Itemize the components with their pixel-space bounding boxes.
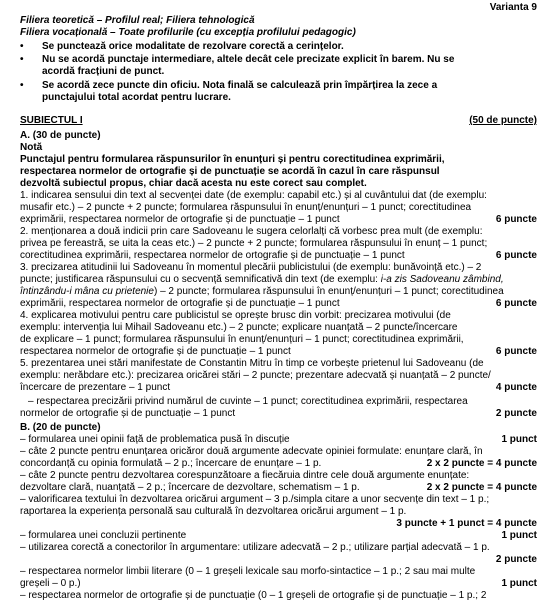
criterion-points: 2 x 2 puncte = 4 puncte [426, 482, 537, 493]
section-a-title: A. (30 de puncte) [20, 130, 101, 141]
criterion-text: greșeli – 0 p.) [20, 578, 81, 589]
criterion-text: dezvoltare clară, nuanțată – 2 p.; încercare de dezvoltare, schematism – 1 p. [20, 482, 360, 493]
criterion-points: 3 puncte + 1 punct = 4 puncte [396, 518, 537, 529]
criterion-points: 2 puncte [495, 554, 537, 565]
item-text: ) – 2 puncte; formularea răspunsului în enunț/enunțuri – 1 punct; corectitudinea [153, 286, 504, 297]
rule-text: Se acordă zece puncte din oficiu. Nota finală se calculează prin împărțirea la zece a [42, 80, 438, 91]
item-line: privea pe fereastră, se uita la ceas etc.) – 2 puncte + 2 puncte; formularea răspunsului în enunț – 1 punct; [20, 238, 488, 249]
rule-text: Se punctează orice modalitate de rezolvare corectă a cerințelor. [42, 41, 344, 52]
item-line [20, 274, 504, 286]
criterion-points: 1 punct [501, 530, 537, 541]
item-points: 4 puncte [495, 382, 537, 393]
item-line: 2. menționarea a două indicii prin care Sadoveanu le sugera celorlalți că vorbesc prea mult (de exemplu: [20, 226, 483, 237]
item-text: puncte; justificarea răspunsului cu o secvență semnificativă din text (de exemplu: [20, 274, 381, 285]
item-line: 3. precizarea atitudinii lui Sadoveanu în momentul plecării publicistului (de exemplu: bunăvoință etc.) – 2 [20, 262, 482, 273]
item-line: 4. explicarea motivului pentru care publicistul se oprește brusc din vorbit: precizarea motivului (de [20, 310, 451, 321]
item-line: exemplu: intervenția lui Mihail Sadoveanu etc.) – 2 puncte; explicare nuanțată – 2 puncte/încercare [20, 322, 458, 333]
item-line: de explicare – 1 punct; formularea răspunsului în enunț/enunțuri – 1 punct; corectitudinea exprimării, [20, 334, 464, 345]
criterion-points: 2 x 2 puncte = 4 puncte [426, 458, 537, 469]
item-line: exemplu: nerăbdare etc.): precizarea oricărei stări – 2 puncte; prezentare adecvată și nuanțată – 2 puncte/ [20, 370, 491, 381]
item-points: 6 puncte [495, 346, 537, 357]
subject-points: (50 de puncte) [469, 115, 537, 126]
item-line: 5. prezentarea unei stări manifestate de Constantin Mitru în timp ce vorbește prietenul lui Sadoveanu (de [20, 358, 484, 369]
filiera-line-2: Filiera vocațională – Toate profilurile (cu excepția profilului pedagogic) [20, 27, 356, 38]
variant-label: Varianta 9 [489, 2, 537, 13]
criterion-text: – câte 2 puncte pentru dezvoltarea corespunzătoare a fiecăruia dintre cele două argumente enunțate: [20, 470, 470, 481]
filiera-line-1: Filiera teoretică – Profilul real; Filiera tehnologică [20, 15, 255, 26]
nota-line: dezvoltă subiectul propus, chiar dacă acesta nu este corect sau complet. [20, 178, 367, 189]
rule-text: punctajului total acordat pentru lucrare. [42, 92, 231, 103]
extra-line: – respectarea precizării privind numărul de cuvinte – 1 punct; corectitudinea exprimării, respectarea [28, 396, 468, 407]
item-line: respectarea normelor de ortografie și de punctuație – 1 punct [20, 346, 291, 357]
item-line: încercare de prezentare – 1 punct [20, 382, 171, 393]
criterion-text: – valorificarea textului în dezvoltarea oricărui argument – 3 p./simpla citare a unor secvențe din text – 1 p.; [20, 494, 490, 505]
quote-text: i-a zis Sadoveanu zâmbind, [380, 274, 504, 285]
criterion-text: – utilizarea corectă a conectorilor în argumentare: utilizare adecvată – 2 p.; utilizare parțial adecvată – 1 p. [20, 542, 490, 553]
bullet-icon: • [20, 80, 24, 91]
item-points: 6 puncte [495, 298, 537, 309]
nota-line: Punctajul pentru formularea răspunsurilor în enunțuri și pentru corectitudinea exprimării, [20, 154, 445, 165]
criterion-text: – respectarea normelor de ortografie și de punctuație (0 – 1 greșeli de ortografie și de punctuație – 1 p.; 2 [20, 590, 487, 600]
criterion-points: 1 punct [501, 434, 537, 445]
item-line: corectitudinea exprimării, respectarea normelor de ortografie și de punctuație – 1 punct [20, 250, 405, 261]
item-line: exprimării, respectarea normelor de ortografie și de punctuație – 1 punct [20, 298, 340, 309]
rule-text: Nu se acordă punctaje intermediare, altele decât cele precizate explicit în barem. Nu se [42, 54, 455, 65]
item-line: 1. indicarea sensului din text al secvenței date (de exemplu: capabil etc.) și al cuvântului dat (de exemplu: [20, 190, 487, 201]
criterion-text: – formularea unei concluzii pertinente [20, 530, 187, 541]
nota-title: Notă [20, 142, 43, 153]
section-b-title: B. (20 de puncte) [20, 422, 101, 433]
bullet-icon: • [20, 54, 24, 65]
extra-points: 2 puncte [495, 408, 537, 419]
criterion-text: concordanță cu opinia formulată – 2 p.; încercare de enunțare – 1 p. [20, 458, 322, 469]
item-points: 6 puncte [495, 250, 537, 261]
criterion-text: raportarea la experiența personală sau culturală în dezvoltarea oricărui argument – 1 p. [20, 506, 407, 517]
criterion-text: – câte 2 puncte pentru enunțarea oricăror două argumente adecvate opiniei formulate: enunțare clară, în [20, 446, 483, 457]
criterion-text: – formularea unei opinii față de problematica pusă în discuție [20, 434, 290, 445]
criterion-text: – respectarea normelor limbii literare (0 – 1 greșeli lexicale sau morfo-sintactice – 1 p.; 2 sau mai multe [20, 566, 476, 577]
quote-text: întinzându-i mâna cu prietenie [20, 286, 154, 297]
nota-line: respectarea normelor de ortografie și de punctuație se acordă în cazul în care răspunsul [20, 166, 440, 177]
rule-text: acordă fracțiuni de punct. [42, 66, 165, 77]
subject-title: SUBIECTUL I [20, 115, 83, 126]
item-line: musafir etc.) – 2 puncte + 2 puncte; formularea răspunsului în enunț/enunțuri – 1 punct; corectitudinea [20, 202, 472, 213]
bullet-icon: • [20, 41, 24, 52]
item-points: 6 puncte [495, 214, 537, 225]
criterion-points: 1 punct [501, 578, 537, 589]
extra-line: normelor de ortografie și de punctuație – 1 punct [20, 408, 236, 419]
item-line [20, 286, 504, 298]
item-line: exprimării, respectarea normelor de ortografie și de punctuație – 1 punct [20, 214, 340, 225]
